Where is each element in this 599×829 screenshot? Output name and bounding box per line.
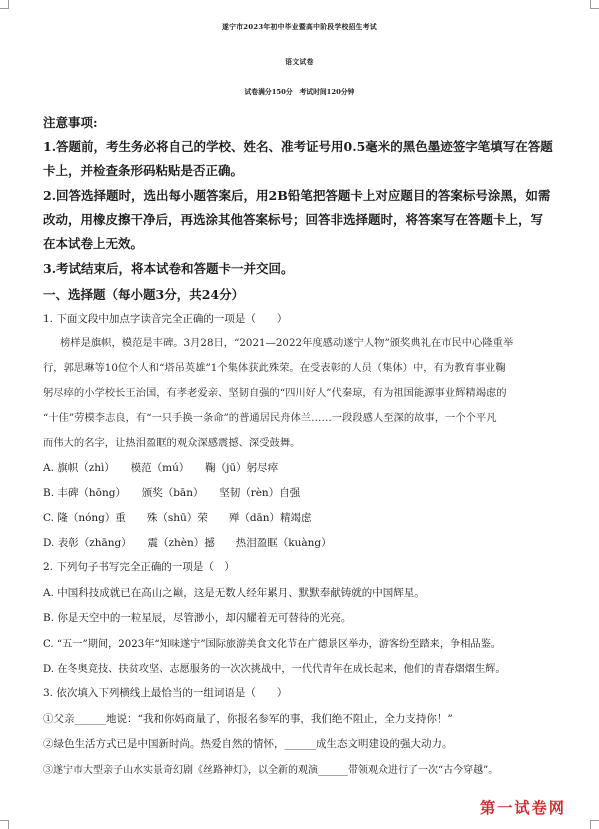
crop-mark-top-left [0,0,9,9]
q1-option-d: D. 表彰（zhāng） 震（zhèn）撼 热泪盈眶（kuàng） [43,537,332,549]
notice-line: 改动，用橡皮擦干净后，再选涂其他答案标号；回答非选择题时，将答案写在答题卡上，写 [43,212,544,227]
q1-option-a: A. 旗帜（zhì） 模范（mú） 鞠（jū）躬尽瘁 [43,462,279,474]
notice-line: 1.答题前，考生务必将自己的学校、姓名、准考证号用0.5毫米的黑色墨迹签字笔填写在答题 [43,139,553,154]
exam-title: 遂宁市2023年初中毕业暨高中阶段学校招生考试 [222,23,377,31]
q2-option-c: C. “五一”期间，2023年“知味遂宁”国际旅游美食文化节在广德景区举办，游客纷至踏来，争相品鉴。 [43,639,501,650]
q2-stem: 2. 下列句子书写完全正确的一项是（ ） [43,561,235,573]
crop-mark-bottom-left [0,820,9,829]
q1-stem: 1. 下面文段中加点字读音完全正确的一项是（ ） [43,313,288,325]
q2-option-a: A. 中国科技成就已在高山之巅，这是无数人经年累月、默默奉献铸就的中国辉星。 [43,587,425,599]
crop-mark-top-right [590,0,599,9]
notice-line: 2.回答选择题时，选出每小题答案后，用2B铅笔把答题卡上对应题目的答案标号涂黑，如需 [43,188,551,203]
exam-meta: 试卷满分150分 考试时间120分钟 [244,88,355,96]
notice-line: 在本试卷上无效。 [43,236,144,251]
q1-passage-line: 榜样是旗帜，模范是丰碑。3月28日，“2021—2022年度感动遂宁人物”颁奖典礼在市民中心隆重举 [60,337,514,349]
notice-line: 3.考试结束后，将本试卷和答题卡一并交回。 [43,261,294,276]
q1-passage-line: 行，郭思琳等10位个人和“塔吊英雄”1个集体获此殊荣。在受表彰的人员（集体）中，有为教育事业鞠 [43,362,506,374]
q1-passage-line: 而伟大的名字，让热泪盈眶的观众深感震撼、深受鼓舞。 [43,437,301,449]
q2-option-b: B. 你是天空中的一粒星辰，尽管渺小，却闪耀着无可替待的光亮。 [43,612,352,624]
q3-item-2: ②绿色生活方式已是中国新时尚。热爱自然的情怀，______成生态文明建设的强大动力。 [43,738,453,750]
q1-passage-line: 躬尽瘁的小学校长王治国，有孝老爱亲、坚韧自强的“四川好人”代秦琼，有为祖国能源事业辉精竭虑的 [43,387,507,399]
q3-stem: 3. 依次填入下列横线上最恰当的一组词语是（ ） [43,687,288,699]
q1-passage-line: “十佳”劳模李志良，有“一只手换一条命”的普通居民舟体兰……一段段感人至深的故事，一个个平凡 [43,412,497,424]
q2-option-d: D. 在冬奥竞技、扶贫攻坚、志愿服务的一次次挑战中，一代代青年在成长起来，他们的青春熠熠生辉。 [43,664,506,675]
watermark-logo: 第一试卷网 [480,799,566,817]
q1-option-c: C. 隆（nóng）重 殊（shū）荣 殚（dān）精竭虑 [43,512,312,524]
exam-subtitle: 语文试卷 [285,58,314,66]
q1-option-b: B. 丰碑（hōng） 颁奖（bān） 坚韧（rèn）自强 [43,487,301,499]
crop-mark-bottom-right [590,820,599,829]
section-heading: 一、选择题（每小题3分，共24分） [43,287,245,302]
notice-heading: 注意事项: [43,115,98,130]
q3-item-1: ①父亲______地说：“我和你妈商量了，你报名参军的事，我们绝不阻止，全力支持你！” [43,713,453,725]
notice-line: 卡上，并检查条形码粘贴是否正确。 [43,163,244,178]
q3-item-3: ③遂宁市大型亲子山水实景奇幻剧《丝路神灯》，以全新的观演______带领观众进行了一次“古今穿越”。 [43,765,499,776]
